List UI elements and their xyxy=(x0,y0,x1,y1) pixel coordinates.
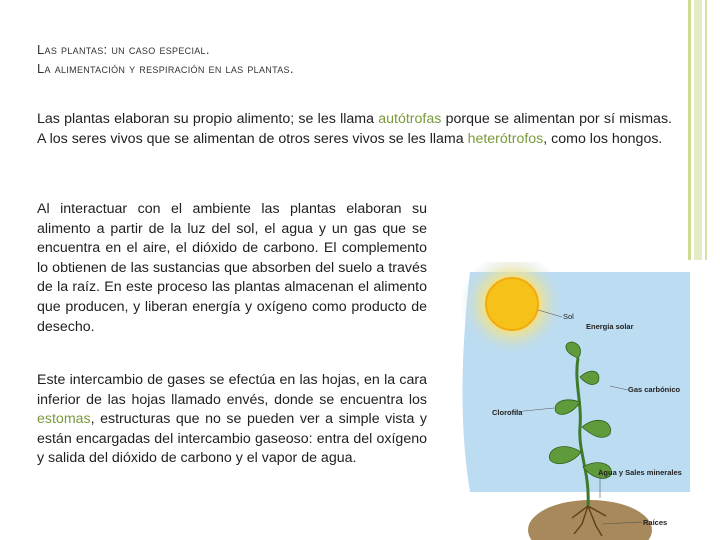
label-gas-carbonico: Gas carbónico xyxy=(628,385,681,394)
label-agua-sales: Agua y Sales minerales xyxy=(598,468,682,477)
label-raices: Raíces xyxy=(643,518,668,527)
decorative-stripe xyxy=(694,0,702,260)
title-line-1: Las plantas: un caso especial. xyxy=(37,42,210,57)
label-clorofila: Clorofila xyxy=(492,408,523,417)
intro-paragraph xyxy=(37,110,672,149)
photosynthesis-paragraph: Al interactuar con el ambiente las plantas elaboran su alimento a partir de la luz del sol, el agua y un gas que se encuentra en el aire, el dióxido de carbono. El complemento lo obtienen de las sustancias que absorben del suelo a través de la raíz. En este proceso las plantas almacenan el alimento que producen, y liberan energía y oxígeno como producto de desecho. xyxy=(37,201,427,335)
title-line-2: La alimentación y respiración en las plantas. xyxy=(37,61,294,76)
sun xyxy=(486,278,538,330)
intro-text-a: Las plantas elaboran su propio alimento; se les llama xyxy=(37,111,379,127)
label-sol: Sol xyxy=(563,312,574,321)
term-heterotrofos: heterótrofos xyxy=(467,130,544,147)
page-title xyxy=(37,40,294,78)
photosynthesis-illustration xyxy=(450,262,700,540)
label-energia-solar: Energía solar xyxy=(586,322,634,331)
decorative-stripe xyxy=(688,0,691,260)
intro-text-b: porque se alimentan por sí mismas. A los seres vivos que se alimentan de otros seres vivos se les llama xyxy=(37,111,672,147)
gas-text-b: , estructuras que no se pueden ver a simple vista y están encargadas del intercambio gaseoso: entra del oxígeno y salida del dióxido de carbono y el vapor de agua. xyxy=(37,411,427,467)
soil-mound xyxy=(528,500,652,540)
term-autotrofas: autótrofas xyxy=(378,111,442,127)
gas-exchange-paragraph xyxy=(37,371,427,469)
term-estomas: estomas xyxy=(37,411,91,428)
decorative-stripe xyxy=(705,0,707,260)
gas-text-a: Este intercambio de gases se efectúa en las hojas, en la cara inferior de las hojas llamado envés, donde se encuentra los xyxy=(37,372,427,408)
intro-text-c: , como los hongos. xyxy=(543,130,663,147)
